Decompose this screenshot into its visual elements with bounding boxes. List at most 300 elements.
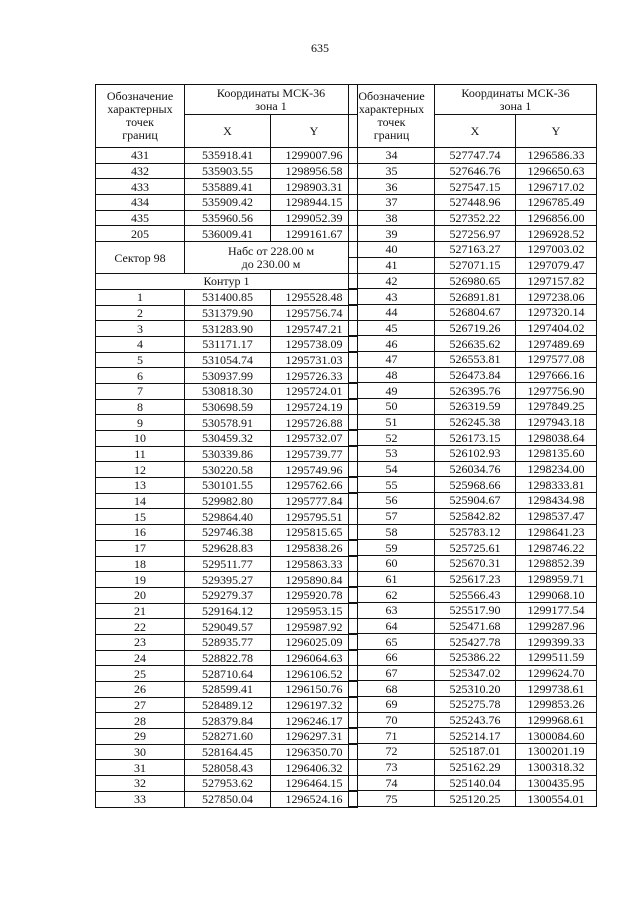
y-coordinate-cell: 1298944.15 <box>271 195 358 211</box>
table-row <box>96 697 358 713</box>
y-coordinate-cell: 1297079.47 <box>516 257 597 273</box>
y-coordinate-cell: 1298959.71 <box>516 571 597 587</box>
y-coordinate-cell: 1295738.09 <box>271 336 358 352</box>
y-coordinate-cell: 1295920.78 <box>271 587 358 603</box>
y-coordinate-cell: 1297577.08 <box>516 351 597 367</box>
table-row <box>349 273 597 289</box>
point-id-cell: 26 <box>96 682 185 698</box>
x-coordinate-cell: 526804.67 <box>435 304 516 320</box>
point-id-cell: 16 <box>96 525 185 541</box>
point-id-cell: 51 <box>349 414 435 430</box>
table-row <box>349 791 597 807</box>
point-id-cell: 72 <box>349 744 435 760</box>
table-row <box>349 210 597 226</box>
x-coordinate-cell: 536009.41 <box>185 226 271 242</box>
x-coordinate-cell: 526319.59 <box>435 399 516 415</box>
point-id-cell: 431 <box>96 148 185 164</box>
table-row <box>96 415 358 431</box>
point-id-cell: 60 <box>349 555 435 571</box>
y-coordinate-cell: 1296524.16 <box>271 791 358 807</box>
x-coordinate-cell: 530578.91 <box>185 415 271 431</box>
table-row <box>349 602 597 618</box>
y-coordinate-cell: 1295726.33 <box>271 368 358 384</box>
x-coordinate-cell: 529511.77 <box>185 556 271 572</box>
point-id-cell: 70 <box>349 712 435 728</box>
point-id-cell: 49 <box>349 383 435 399</box>
y-coordinate-cell: 1297943.18 <box>516 414 597 430</box>
point-id-cell: 66 <box>349 650 435 666</box>
y-coordinate-cell: 1295953.15 <box>271 603 358 619</box>
table-row <box>96 713 358 729</box>
x-coordinate-cell: 526173.15 <box>435 430 516 446</box>
table-row <box>96 226 358 242</box>
y-coordinate-cell: 1296197.32 <box>271 697 358 713</box>
table-row <box>96 462 358 478</box>
table-row <box>96 744 358 760</box>
x-coordinate-cell: 531400.85 <box>185 289 271 305</box>
point-designation-header: Обозначение характерных точек границ <box>349 85 435 148</box>
point-id-cell: 35 <box>349 163 435 179</box>
point-id-cell: 41 <box>349 257 435 273</box>
x-coordinate-cell: 528164.45 <box>185 744 271 760</box>
point-id-cell: 46 <box>349 336 435 352</box>
sector-label: Сектор 98 <box>96 242 185 274</box>
x-coordinate-cell: 527071.15 <box>435 257 516 273</box>
table-row <box>96 163 358 179</box>
point-id-cell: 27 <box>96 697 185 713</box>
x-coordinate-cell: 529049.57 <box>185 619 271 635</box>
x-coordinate-cell: 535918.41 <box>185 148 271 164</box>
point-id-cell: 6 <box>96 368 185 384</box>
table-row <box>96 682 358 698</box>
point-id-cell: 17 <box>96 540 185 556</box>
point-id-cell: 434 <box>96 195 185 211</box>
x-column-header: X <box>185 115 271 148</box>
y-coordinate-cell: 1295756.74 <box>271 305 358 321</box>
page-number: 635 <box>311 41 329 55</box>
table-row <box>96 431 358 447</box>
x-coordinate-cell: 525386.22 <box>435 650 516 666</box>
point-id-cell: 39 <box>349 226 435 242</box>
y-coordinate-cell: 1298234.00 <box>516 461 597 477</box>
y-coordinate-cell: 1296064.63 <box>271 650 358 666</box>
table-row <box>349 257 597 273</box>
y-coordinate-cell: 1295762.66 <box>271 478 358 494</box>
x-coordinate-cell: 530101.55 <box>185 478 271 494</box>
table-row <box>349 179 597 195</box>
x-coordinate-cell: 525617.23 <box>435 571 516 587</box>
y-coordinate-cell: 1298746.22 <box>516 540 597 556</box>
y-coordinate-cell: 1295731.03 <box>271 352 358 368</box>
point-id-cell: 62 <box>349 587 435 603</box>
x-coordinate-cell: 530818.30 <box>185 383 271 399</box>
y-column-header: Y <box>516 115 597 148</box>
point-id-cell: 4 <box>96 336 185 352</box>
point-id-cell: 23 <box>96 634 185 650</box>
x-coordinate-cell: 526635.62 <box>435 336 516 352</box>
x-coordinate-cell: 527953.62 <box>185 776 271 792</box>
table-row <box>349 618 597 634</box>
y-coordinate-cell: 1297489.69 <box>516 336 597 352</box>
y-coordinate-cell: 1295749.96 <box>271 462 358 478</box>
y-coordinate-cell: 1298434.98 <box>516 493 597 509</box>
point-id-cell: 15 <box>96 509 185 525</box>
x-coordinate-cell: 526553.81 <box>435 351 516 367</box>
x-coordinate-cell: 535960.56 <box>185 210 271 226</box>
point-id-cell: 18 <box>96 556 185 572</box>
table-row <box>96 619 358 635</box>
point-id-cell: 67 <box>349 665 435 681</box>
table-row <box>96 760 358 776</box>
y-coordinate-cell: 1299161.67 <box>271 226 358 242</box>
y-coordinate-cell: 1296717.02 <box>516 179 597 195</box>
y-coordinate-cell: 1295777.84 <box>271 493 358 509</box>
table-row <box>349 242 597 258</box>
y-coordinate-cell: 1297756.90 <box>516 383 597 399</box>
y-coordinate-cell: 1295890.84 <box>271 572 358 588</box>
x-coordinate-cell: 525725.61 <box>435 540 516 556</box>
y-coordinate-cell: 1299177.54 <box>516 602 597 618</box>
point-id-cell: 43 <box>349 289 435 305</box>
y-coordinate-cell: 1295724.01 <box>271 383 358 399</box>
point-id-cell: 22 <box>96 619 185 635</box>
x-column-header: X <box>435 115 516 148</box>
x-coordinate-cell: 528271.60 <box>185 729 271 745</box>
x-coordinate-cell: 526245.38 <box>435 414 516 430</box>
x-coordinate-cell: 531171.17 <box>185 336 271 352</box>
table-row <box>96 179 358 195</box>
table-row <box>349 367 597 383</box>
point-id-cell: 58 <box>349 524 435 540</box>
table-row <box>96 634 358 650</box>
y-coordinate-cell: 1299738.61 <box>516 681 597 697</box>
y-coordinate-cell: 1295795.51 <box>271 509 358 525</box>
coordinates-table-right <box>348 84 597 807</box>
point-id-cell: 55 <box>349 477 435 493</box>
point-id-cell: 30 <box>96 744 185 760</box>
table-row <box>96 352 358 368</box>
point-id-cell: 5 <box>96 352 185 368</box>
x-coordinate-cell: 535889.41 <box>185 179 271 195</box>
point-id-cell: 14 <box>96 493 185 509</box>
y-coordinate-cell: 1296856.00 <box>516 210 597 226</box>
x-coordinate-cell: 526102.93 <box>435 446 516 462</box>
y-coordinate-cell: 1296464.15 <box>271 776 358 792</box>
x-coordinate-cell: 525670.31 <box>435 555 516 571</box>
x-coordinate-cell: 530937.99 <box>185 368 271 384</box>
table-row <box>349 759 597 775</box>
point-id-cell: 36 <box>349 179 435 195</box>
table-row <box>96 525 358 541</box>
y-coordinate-cell: 1295739.77 <box>271 446 358 462</box>
point-id-cell: 75 <box>349 791 435 807</box>
x-coordinate-cell: 529395.27 <box>185 572 271 588</box>
x-coordinate-cell: 527747.74 <box>435 148 516 164</box>
x-coordinate-cell: 528822.78 <box>185 650 271 666</box>
point-id-cell: 432 <box>96 163 185 179</box>
x-coordinate-cell: 527448.96 <box>435 195 516 211</box>
point-id-cell: 13 <box>96 478 185 494</box>
x-coordinate-cell: 525310.20 <box>435 681 516 697</box>
table-row <box>96 650 358 666</box>
x-coordinate-cell: 529628.83 <box>185 540 271 556</box>
point-id-cell: 8 <box>96 399 185 415</box>
x-coordinate-cell: 525427.78 <box>435 634 516 650</box>
point-id-cell: 21 <box>96 603 185 619</box>
point-id-cell: 61 <box>349 571 435 587</box>
y-coordinate-cell: 1299052.39 <box>271 210 358 226</box>
x-coordinate-cell: 525162.29 <box>435 759 516 775</box>
point-id-cell: 63 <box>349 602 435 618</box>
table-row <box>96 776 358 792</box>
x-coordinate-cell: 530339.86 <box>185 446 271 462</box>
table-row <box>96 305 358 321</box>
table-row <box>96 791 358 807</box>
y-coordinate-cell: 1296025.09 <box>271 634 358 650</box>
point-id-cell: 20 <box>96 587 185 603</box>
point-designation-header: Обозначение характерных точек границ <box>96 85 185 148</box>
point-id-cell: 205 <box>96 226 185 242</box>
y-coordinate-cell: 1296246.17 <box>271 713 358 729</box>
table-row <box>349 493 597 509</box>
table-row <box>96 493 358 509</box>
table-row <box>349 508 597 524</box>
table-row <box>349 697 597 713</box>
table-row <box>349 430 597 446</box>
point-id-cell: 52 <box>349 430 435 446</box>
table-row <box>96 572 358 588</box>
point-id-cell: 19 <box>96 572 185 588</box>
x-coordinate-cell: 535903.55 <box>185 163 271 179</box>
x-coordinate-cell: 526395.76 <box>435 383 516 399</box>
y-coordinate-cell: 1299399.33 <box>516 634 597 650</box>
table-row <box>349 304 597 320</box>
table-row <box>349 461 597 477</box>
table-row <box>96 289 358 305</box>
y-coordinate-cell: 1296586.33 <box>516 148 597 164</box>
table-row <box>96 336 358 352</box>
table-row <box>349 712 597 728</box>
table-row <box>349 351 597 367</box>
x-coordinate-cell: 527850.04 <box>185 791 271 807</box>
table-row <box>96 603 358 619</box>
point-id-cell: 59 <box>349 540 435 556</box>
point-id-cell: 9 <box>96 415 185 431</box>
x-coordinate-cell: 525842.82 <box>435 508 516 524</box>
point-id-cell: 56 <box>349 493 435 509</box>
x-coordinate-cell: 527256.97 <box>435 226 516 242</box>
table-row <box>349 226 597 242</box>
table-row <box>349 414 597 430</box>
point-id-cell: 42 <box>349 273 435 289</box>
y-coordinate-cell: 1295815.65 <box>271 525 358 541</box>
y-coordinate-cell: 1298135.60 <box>516 446 597 462</box>
y-coordinate-cell: 1296350.70 <box>271 744 358 760</box>
y-coordinate-cell: 1296150.76 <box>271 682 358 698</box>
x-coordinate-cell: 527646.76 <box>435 163 516 179</box>
x-coordinate-cell: 525120.25 <box>435 791 516 807</box>
table-row <box>349 195 597 211</box>
point-id-cell: 40 <box>349 242 435 258</box>
point-id-cell: 68 <box>349 681 435 697</box>
x-coordinate-cell: 525471.68 <box>435 618 516 634</box>
coordinate-system-header: Координаты МСК-36 зона 1 <box>435 85 597 115</box>
point-id-cell: 2 <box>96 305 185 321</box>
y-coordinate-cell: 1298903.31 <box>271 179 358 195</box>
table-row <box>349 744 597 760</box>
y-coordinate-cell: 1300201.19 <box>516 744 597 760</box>
point-id-cell: 34 <box>349 148 435 164</box>
table-row <box>349 399 597 415</box>
table-row <box>349 665 597 681</box>
point-id-cell: 1 <box>96 289 185 305</box>
y-coordinate-cell: 1296928.52 <box>516 226 597 242</box>
x-coordinate-cell: 525566.43 <box>435 587 516 603</box>
table-row <box>96 478 358 494</box>
y-coordinate-cell: 1297238.06 <box>516 289 597 305</box>
point-id-cell: 32 <box>96 776 185 792</box>
y-coordinate-cell: 1299968.61 <box>516 712 597 728</box>
table-row <box>349 587 597 603</box>
table-row <box>96 399 358 415</box>
x-coordinate-cell: 527547.15 <box>435 179 516 195</box>
x-coordinate-cell: 528599.41 <box>185 682 271 698</box>
y-coordinate-cell: 1296650.63 <box>516 163 597 179</box>
x-coordinate-cell: 528058.43 <box>185 760 271 776</box>
point-id-cell: 45 <box>349 320 435 336</box>
y-coordinate-cell: 1295838.26 <box>271 540 358 556</box>
y-coordinate-cell: 1298537.47 <box>516 508 597 524</box>
table-row <box>349 289 597 305</box>
coordinates-table-left <box>95 84 358 808</box>
table-row <box>96 729 358 745</box>
y-coordinate-cell: 1298852.39 <box>516 555 597 571</box>
table-row <box>349 775 597 791</box>
y-column-header: Y <box>271 115 358 148</box>
table-row <box>349 571 597 587</box>
x-coordinate-cell: 525140.04 <box>435 775 516 791</box>
x-coordinate-cell: 528489.12 <box>185 697 271 713</box>
y-coordinate-cell: 1295747.21 <box>271 321 358 337</box>
y-coordinate-cell: 1299068.10 <box>516 587 597 603</box>
y-coordinate-cell: 1295528.48 <box>271 289 358 305</box>
table-row <box>96 556 358 572</box>
table-row <box>349 163 597 179</box>
point-id-cell: 25 <box>96 666 185 682</box>
x-coordinate-cell: 528710.64 <box>185 666 271 682</box>
point-id-cell: 28 <box>96 713 185 729</box>
table-row <box>349 555 597 571</box>
table-row <box>96 148 358 164</box>
y-coordinate-cell: 1299007.96 <box>271 148 358 164</box>
point-id-cell: 48 <box>349 367 435 383</box>
point-id-cell: 38 <box>349 210 435 226</box>
point-id-cell: 69 <box>349 697 435 713</box>
coordinate-system-header: Координаты МСК-36 зона 1 <box>185 85 358 115</box>
x-coordinate-cell: 529864.40 <box>185 509 271 525</box>
table-row <box>96 587 358 603</box>
y-coordinate-cell: 1297849.25 <box>516 399 597 415</box>
y-coordinate-cell: 1298641.23 <box>516 524 597 540</box>
y-coordinate-cell: 1300318.32 <box>516 759 597 775</box>
table-row <box>96 446 358 462</box>
y-coordinate-cell: 1298333.81 <box>516 477 597 493</box>
table-row <box>349 148 597 164</box>
table-row <box>96 368 358 384</box>
y-coordinate-cell: 1300554.01 <box>516 791 597 807</box>
y-coordinate-cell: 1298038.64 <box>516 430 597 446</box>
x-coordinate-cell: 526891.81 <box>435 289 516 305</box>
x-coordinate-cell: 528379.84 <box>185 713 271 729</box>
point-id-cell: 50 <box>349 399 435 415</box>
point-id-cell: 47 <box>349 351 435 367</box>
point-id-cell: 12 <box>96 462 185 478</box>
table-row <box>96 540 358 556</box>
x-coordinate-cell: 530220.58 <box>185 462 271 478</box>
left-contour-rows <box>96 289 358 807</box>
x-coordinate-cell: 527352.22 <box>435 210 516 226</box>
x-coordinate-cell: 527163.27 <box>435 242 516 258</box>
x-coordinate-cell: 529164.12 <box>185 603 271 619</box>
x-coordinate-cell: 525187.01 <box>435 744 516 760</box>
table-row <box>349 477 597 493</box>
point-id-cell: 10 <box>96 431 185 447</box>
y-coordinate-cell: 1300084.60 <box>516 728 597 744</box>
point-id-cell: 435 <box>96 210 185 226</box>
y-coordinate-cell: 1296406.32 <box>271 760 358 776</box>
table-row <box>96 383 358 399</box>
x-coordinate-cell: 525214.17 <box>435 728 516 744</box>
x-coordinate-cell: 526034.76 <box>435 461 516 477</box>
table-row <box>96 210 358 226</box>
y-coordinate-cell: 1297320.14 <box>516 304 597 320</box>
table-row <box>96 666 358 682</box>
height-range: Набс от 228.00 м до 230.00 м <box>185 242 358 274</box>
y-coordinate-cell: 1295863.33 <box>271 556 358 572</box>
point-id-cell: 73 <box>349 759 435 775</box>
point-id-cell: 3 <box>96 321 185 337</box>
table-row <box>349 320 597 336</box>
y-coordinate-cell: 1295724.19 <box>271 399 358 415</box>
x-coordinate-cell: 529746.38 <box>185 525 271 541</box>
point-id-cell: 24 <box>96 650 185 666</box>
x-coordinate-cell: 529982.80 <box>185 493 271 509</box>
y-coordinate-cell: 1298956.58 <box>271 163 358 179</box>
point-id-cell: 29 <box>96 729 185 745</box>
x-coordinate-cell: 530459.32 <box>185 431 271 447</box>
point-id-cell: 74 <box>349 775 435 791</box>
x-coordinate-cell: 530698.59 <box>185 399 271 415</box>
table-row <box>96 195 358 211</box>
y-coordinate-cell: 1299853.26 <box>516 697 597 713</box>
y-coordinate-cell: 1296106.52 <box>271 666 358 682</box>
table-row <box>349 650 597 666</box>
table-row <box>349 540 597 556</box>
point-id-cell: 7 <box>96 383 185 399</box>
x-coordinate-cell: 529279.37 <box>185 587 271 603</box>
y-coordinate-cell: 1297666.16 <box>516 367 597 383</box>
y-coordinate-cell: 1295726.88 <box>271 415 358 431</box>
point-id-cell: 44 <box>349 304 435 320</box>
point-id-cell: 31 <box>96 760 185 776</box>
x-coordinate-cell: 531054.74 <box>185 352 271 368</box>
table-row <box>349 681 597 697</box>
point-id-cell: 71 <box>349 728 435 744</box>
x-coordinate-cell: 525243.76 <box>435 712 516 728</box>
table-row <box>349 728 597 744</box>
point-id-cell: 57 <box>349 508 435 524</box>
y-coordinate-cell: 1299624.70 <box>516 665 597 681</box>
